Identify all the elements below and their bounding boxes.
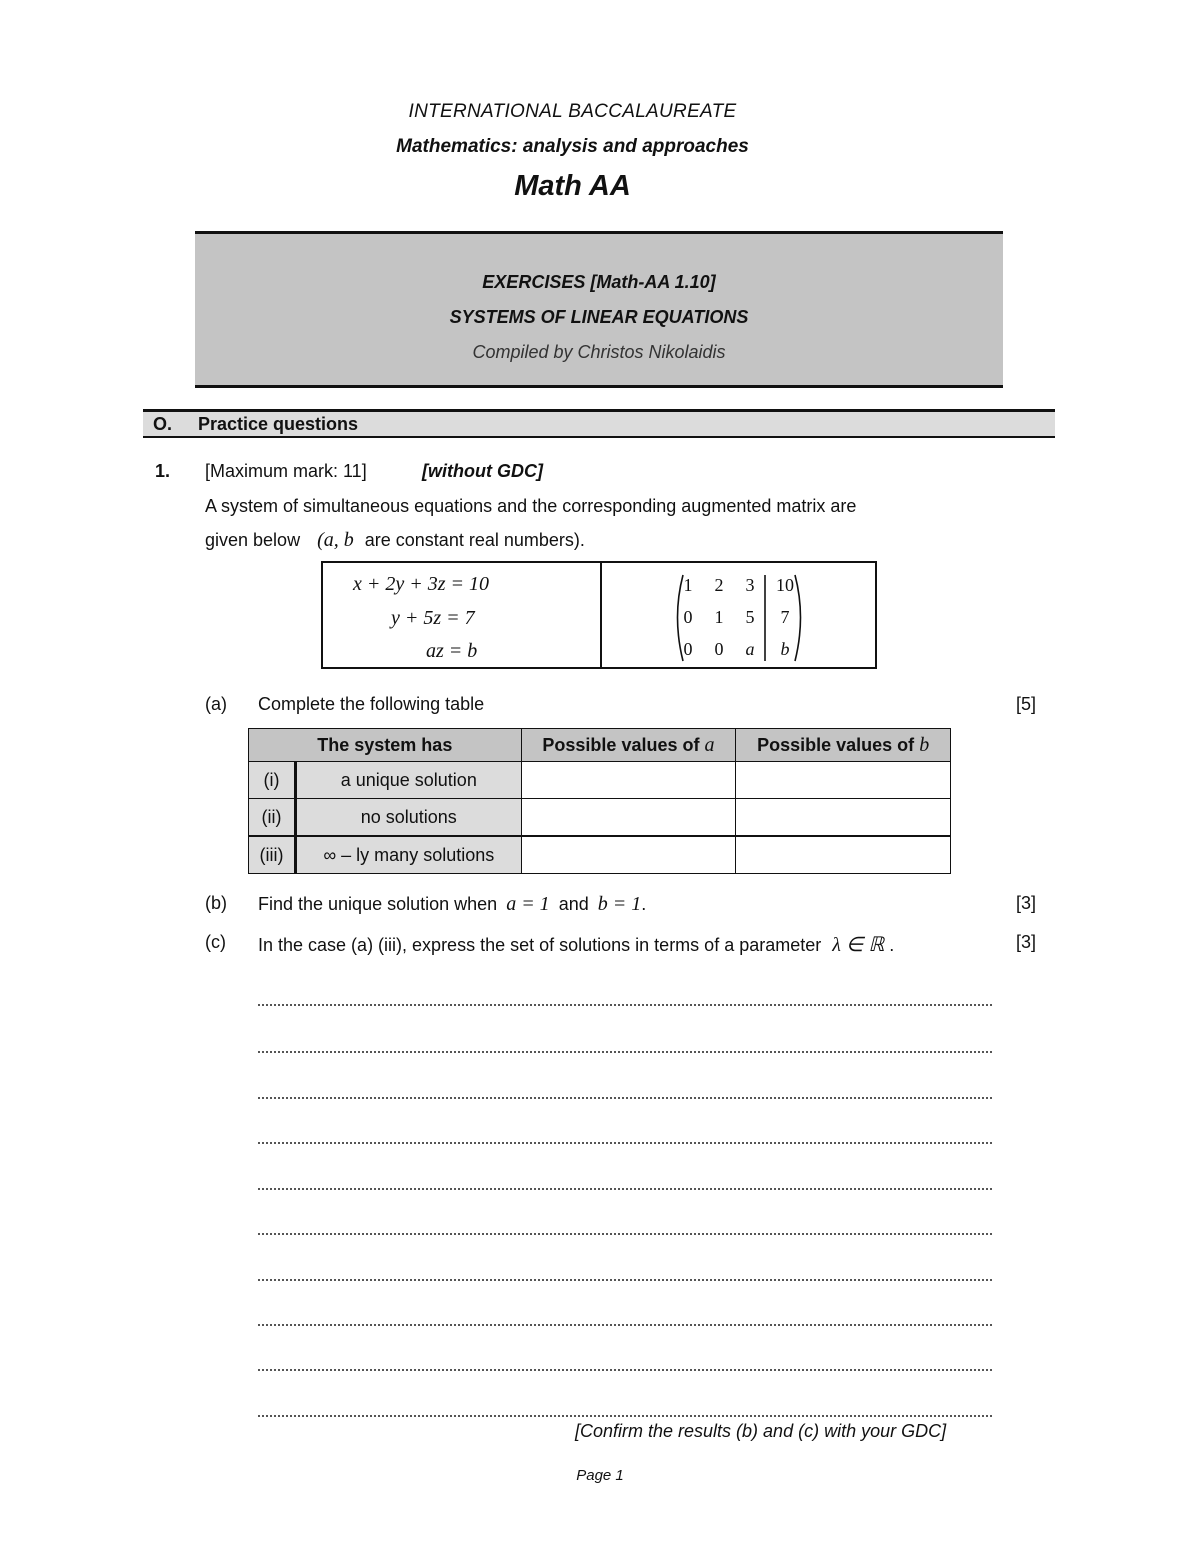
- intro-variables: (a, b: [317, 529, 354, 551]
- question-intro-line2: [205, 529, 585, 552]
- answer-line[interactable]: [258, 1369, 992, 1371]
- matrix-cell: 0: [683, 639, 693, 659]
- part-c-end: .: [889, 935, 895, 955]
- equations-matrix-table: [321, 561, 877, 669]
- matrix-cell: 10: [776, 575, 794, 595]
- table-row: [249, 762, 951, 799]
- page-number: Page 1: [576, 1467, 624, 1484]
- question-number: 1.: [155, 461, 171, 481]
- question-max-mark: [Maximum mark: 11]: [205, 461, 367, 481]
- answer-cell-b[interactable]: [736, 799, 951, 837]
- row-case: no solutions: [295, 799, 521, 837]
- intro-text-post: are constant real numbers).: [364, 530, 585, 550]
- title-line-exercises: EXERCISES [Math-AA 1.10]: [482, 272, 716, 292]
- part-b-label: (b): [205, 893, 227, 913]
- part-b-text-pre: Find the unique solution when: [258, 894, 498, 914]
- header-values-a-text: Possible values of: [542, 734, 700, 755]
- equation-1: x + 2y + 3z = 10: [353, 573, 490, 595]
- part-c-marks: [3]: [1016, 932, 1037, 952]
- question-gdc-note: [without GDC]: [422, 461, 543, 481]
- part-c-label: (c): [205, 932, 226, 952]
- matrix-cell: 2: [714, 575, 724, 595]
- question-intro-line1: A system of simultaneous equations and the corresponding augmented matrix are: [205, 496, 857, 516]
- row-case: a unique solution: [295, 762, 521, 799]
- answer-cell-b[interactable]: [736, 762, 951, 799]
- answer-cell-b[interactable]: [736, 836, 951, 874]
- answer-line[interactable]: [258, 1004, 992, 1006]
- part-b-cond-b: b = 1: [597, 893, 642, 915]
- title-line-topic: SYSTEMS OF LINEAR EQUATIONS: [449, 307, 749, 327]
- table-row: [249, 799, 951, 837]
- matrix-cell: a: [745, 639, 755, 659]
- answer-line[interactable]: [258, 1188, 992, 1190]
- title-line-author: Compiled by Christos Nikolaidis: [472, 342, 726, 362]
- matrix-cell: 3: [745, 575, 755, 595]
- answer-line[interactable]: [258, 1097, 992, 1099]
- matrix-cell: b: [780, 639, 790, 659]
- header-values-b: [736, 729, 951, 762]
- header-subject: Mathematics: analysis and approaches: [396, 136, 749, 157]
- row-roman: (iii): [249, 836, 296, 874]
- matrix-cell: 1: [714, 607, 724, 627]
- header-values-b-text: Possible values of: [757, 734, 915, 755]
- header-var-a: a: [704, 733, 715, 756]
- part-b-and: and: [558, 894, 589, 914]
- part-b-end: .: [641, 894, 647, 914]
- matrix-cell: 0: [714, 639, 724, 659]
- part-a-marks: [5]: [1016, 694, 1037, 714]
- section-title: Practice questions: [198, 414, 359, 434]
- table-row: [249, 836, 951, 874]
- part-c-text-main: In the case (a) (iii), express the set of solutions in terms of a parameter: [258, 935, 822, 955]
- row-roman: (ii): [249, 799, 296, 837]
- header-system-has: The system has: [249, 729, 522, 762]
- section-heading: [143, 409, 1055, 438]
- equation-3: az = b: [426, 640, 478, 662]
- answer-line[interactable]: [258, 1324, 992, 1326]
- answer-line[interactable]: [258, 1142, 992, 1144]
- table-header-row: [249, 729, 951, 762]
- answer-line[interactable]: [258, 1051, 992, 1053]
- header-var-b: b: [919, 733, 930, 756]
- answer-cell-a[interactable]: [521, 836, 736, 874]
- part-a-label: (a): [205, 694, 227, 714]
- matrix-cell: 0: [683, 607, 693, 627]
- answer-line[interactable]: [258, 1279, 992, 1281]
- header-values-a: [521, 729, 736, 762]
- matrix-cell: 5: [745, 607, 755, 627]
- section-number: O.: [153, 414, 173, 434]
- confirm-note: [Confirm the results (b) and (c) with your GDC]: [575, 1421, 947, 1441]
- equation-2: y + 5z = 7: [391, 607, 475, 629]
- part-b-cond-a: a = 1: [506, 893, 550, 915]
- row-roman: (i): [249, 762, 296, 799]
- matrix-cell: 7: [780, 607, 790, 627]
- row-case: ∞ – ly many solutions: [295, 836, 521, 874]
- part-a-text: Complete the following table: [258, 694, 485, 714]
- solutions-table: [248, 728, 951, 874]
- title-box: [195, 231, 1003, 388]
- part-c-text: [258, 932, 894, 957]
- answer-cell-a[interactable]: [521, 762, 736, 799]
- matrix-cell: 1: [683, 575, 693, 595]
- header-course: Math AA: [514, 170, 631, 202]
- part-b-marks: [3]: [1016, 893, 1037, 913]
- answer-line[interactable]: [258, 1233, 992, 1235]
- answer-line[interactable]: [258, 1415, 992, 1417]
- intro-text-pre: given below: [205, 530, 301, 550]
- header-organization: INTERNATIONAL BACCALAUREATE: [408, 101, 737, 122]
- part-c-param: λ ∈ ℝ: [832, 934, 885, 956]
- answer-cell-a[interactable]: [521, 799, 736, 837]
- part-b-text: [258, 893, 646, 916]
